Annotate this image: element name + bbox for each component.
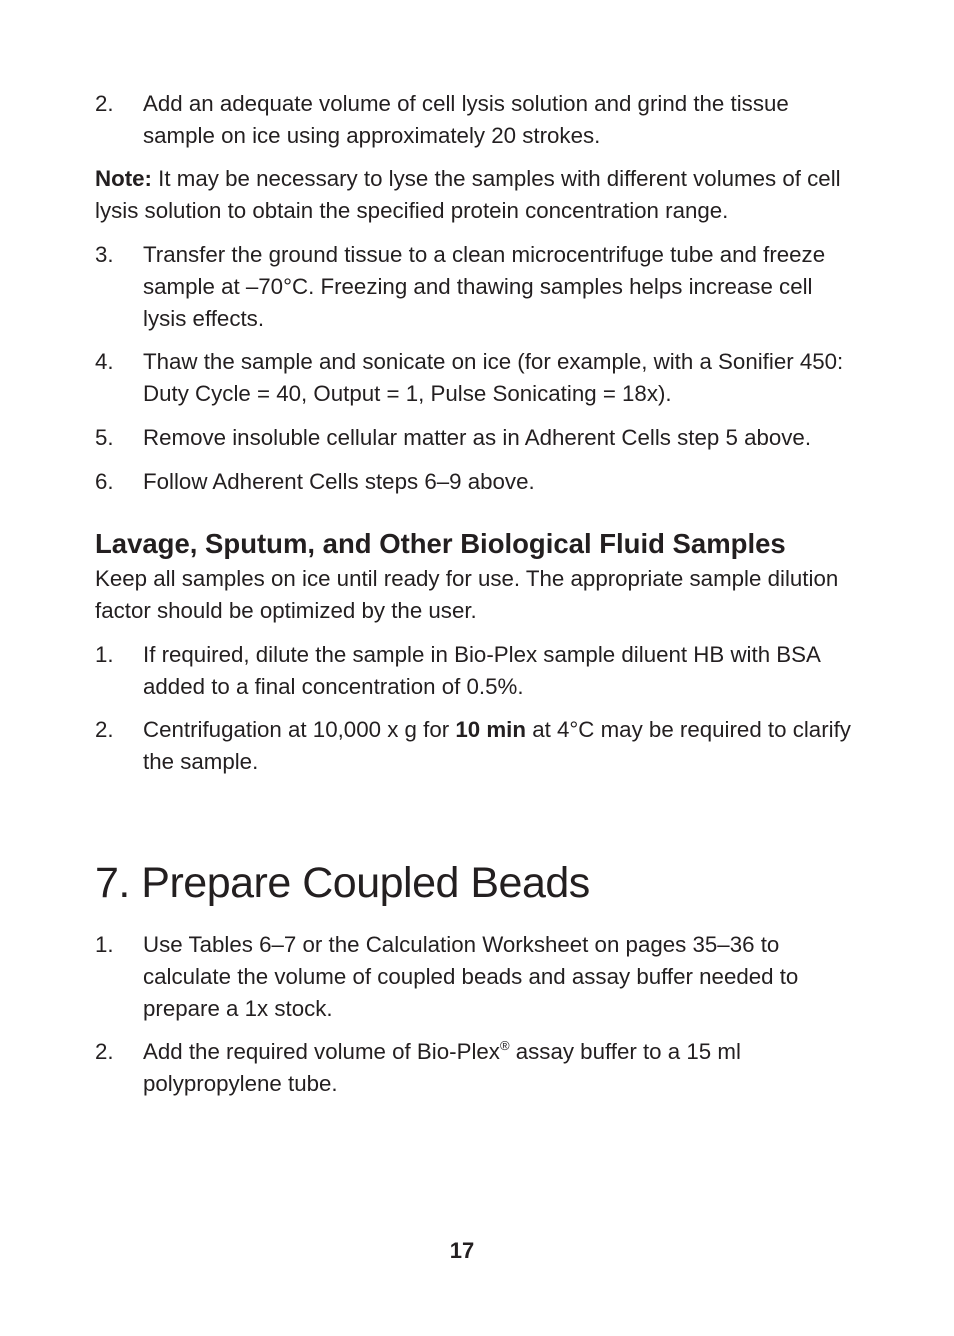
step-text-part: at 4°C may be required to clarify the sample. (143, 717, 851, 774)
step-text: Transfer the ground tissue to a clean microcentrifuge tube and freeze sample at –70°C. Freezing and thawing samples helps increase cell lysis effects. (143, 242, 826, 331)
step-number: 2. (95, 91, 114, 116)
registered-mark: ® (499, 1038, 510, 1053)
beads-step-1 (95, 929, 855, 1025)
fluid-section-heading: Lavage, Sputum, and Other Biological Fluid Samples (95, 528, 786, 559)
step-number: 1. (95, 932, 114, 957)
step-number: 1. (95, 642, 114, 667)
step-text: Add an adequate volume of cell lysis solution and grind the tissue sample on ice using approximately 20 strokes. (143, 91, 789, 148)
step-number: 4. (95, 349, 114, 374)
tissue-step-3 (95, 239, 855, 335)
tissue-step-2 (95, 88, 855, 152)
step-text-part: Centrifugation at 10,000 x g for (143, 717, 456, 742)
tissue-step-4 (95, 346, 855, 410)
step-number: 3. (95, 242, 114, 267)
fluid-step-1 (95, 639, 855, 703)
tissue-step-5 (95, 422, 855, 454)
step-number: 6. (95, 469, 114, 494)
step-text-part: assay buffer to a 15 ml polypropylene tube. (143, 1039, 741, 1096)
step-text: Follow Adherent Cells steps 6–9 above. (143, 469, 535, 494)
note-label: Note: (95, 166, 152, 191)
step-number: 2. (95, 717, 114, 742)
fluid-step-2 (95, 714, 855, 778)
step-text-part: Add the required volume of Bio-Plex (143, 1039, 500, 1064)
section-title: 7. Prepare Coupled Beads (95, 859, 590, 907)
step-number: 2. (95, 1039, 114, 1064)
duration-emphasis: 10 min (455, 717, 526, 742)
note-paragraph (95, 163, 855, 227)
fluid-intro: Keep all samples on ice until ready for use. The appropriate sample dilution factor should be optimized by the user. (95, 566, 839, 623)
beads-step-2 (95, 1036, 855, 1100)
step-text: Use Tables 6–7 or the Calculation Worksheet on pages 35–36 to calculate the volume of coupled beads and assay buffer needed to prepare a 1x stock. (143, 932, 799, 1021)
step-text: Remove insoluble cellular matter as in Adherent Cells step 5 above. (143, 425, 812, 450)
page-number: 17 (449, 1238, 475, 1263)
step-text: Thaw the sample and sonicate on ice (for example, with a Sonifier 450: Duty Cycle = 40, Output = 1, Pulse Sonicating = 18x). (143, 349, 844, 406)
step-text: If required, dilute the sample in Bio-Plex sample diluent HB with BSA added to a final concentration of 0.5%. (143, 642, 820, 699)
step-text (143, 1036, 855, 1100)
step-text (143, 714, 855, 778)
tissue-step-6 (95, 466, 855, 498)
step-number: 5. (95, 425, 114, 450)
note-text: It may be necessary to lyse the samples with different volumes of cell lysis solution to obtain the specified protein concentration range. (95, 166, 841, 223)
